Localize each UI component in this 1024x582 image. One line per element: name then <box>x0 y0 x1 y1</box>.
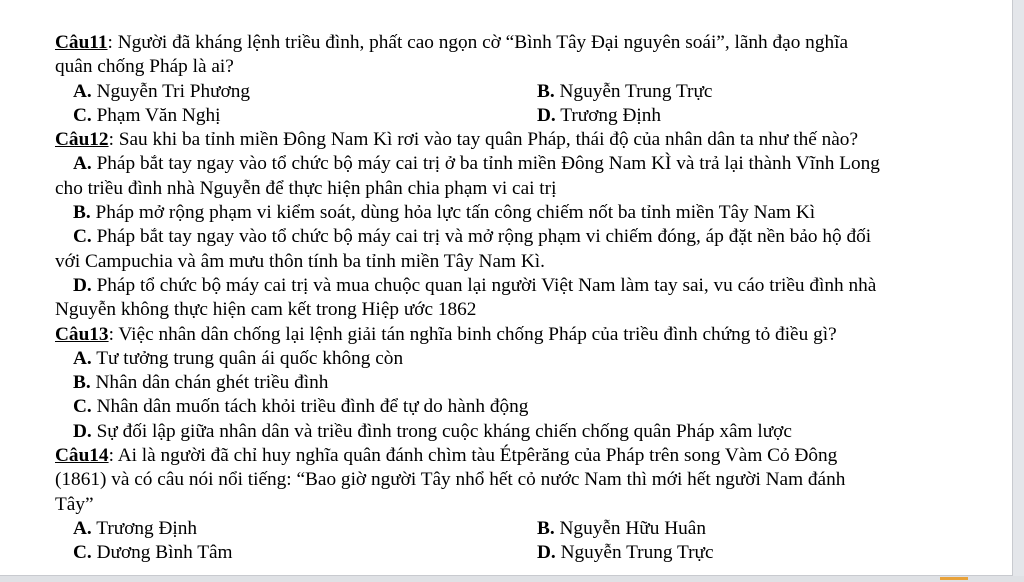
q14-option-a: A. Trương Định <box>73 517 198 539</box>
q12-option-d-line2: Nguyễn không thực hiện cam kết trong Hiệp ước 1862 <box>55 299 477 321</box>
q11-options-row1 <box>55 80 975 104</box>
q11-option-a: A. Nguyễn Tri Phương <box>73 80 251 102</box>
q14-stem-line2: (1861) và có câu nói nổi tiếng: “Bao giờ người Tây nhổ hết cỏ nước Nam thì mới hết người Nam đánh <box>55 469 846 491</box>
q14-label: Câu14 <box>55 445 109 467</box>
q14-stem-line3: Tây” <box>55 493 94 515</box>
q14-stem-line1 <box>55 444 975 468</box>
q12-stem-line1 <box>55 128 975 152</box>
q14-options-row2 <box>55 541 975 565</box>
q13-option-d: D. Sự đối lập giữa nhân dân và triều đình trong cuộc kháng chiến chống quân Pháp xâm lược <box>73 420 792 442</box>
q12-option-a-line1: A. Pháp bắt tay ngay vào tổ chức bộ máy cai trị ở ba tỉnh miền Đông Nam KÌ và trả lại thành Vĩnh Long <box>73 153 880 175</box>
q11-stem-line2: quân chống Pháp là ai? <box>55 56 234 78</box>
q11-option-b: B. Nguyễn Trung Trực <box>537 80 713 102</box>
q11-option-c: C. Phạm Văn Nghị <box>73 104 221 126</box>
q13-stem-line1 <box>55 323 975 347</box>
q14-stem-text1: : Ai là người đã chỉ huy nghĩa quân đánh chìm tàu Étpêrăng của Pháp trên song Vàm Cỏ Đông <box>108 445 838 467</box>
window-bottom-strip <box>0 576 1024 582</box>
q13-option-b: B. Nhân dân chán ghét triều đình <box>73 372 329 394</box>
q11-options-row2 <box>55 104 975 128</box>
q14-option-c: C. Dương Bình Tâm <box>73 542 233 564</box>
status-mark <box>940 577 968 580</box>
q12-label: Câu12 <box>55 129 109 151</box>
q14-options-row1 <box>55 517 975 541</box>
q13-stem-text1: : Việc nhân dân chống lại lệnh giải tán nghĩa binh chống Pháp của triều đình chứng tỏ điều gì? <box>108 323 837 345</box>
q13-option-c: C. Nhân dân muốn tách khỏi triều đình để tự do hành động <box>73 396 529 418</box>
q12-option-b: B. Pháp mở rộng phạm vi kiểm soát, dùng hỏa lực tấn công chiếm nốt ba tỉnh miền Tây Nam Kì <box>73 202 816 224</box>
q11-stem-text1: : Người đã kháng lệnh triều đình, phất cao ngọn cờ “Bình Tây Đại nguyên soái”, lãnh đạo nghĩa <box>107 32 849 53</box>
q13-label: Câu13 <box>55 323 109 345</box>
q12-stem-text1: : Sau khi ba tỉnh miền Đông Nam Kì rơi vào tay quân Pháp, thái độ của nhân dân ta như thế nào? <box>108 129 858 151</box>
q12-option-c-line2: với Campuchia và âm mưu thôn tính ba tỉnh miền Tây Nam Kì. <box>55 250 545 272</box>
q14-option-d: D. Nguyễn Trung Trực <box>537 542 714 564</box>
q12-option-a-line2: cho triều đình nhà Nguyễn để thực hiện phân chia phạm vi cai trị <box>55 177 557 199</box>
q14-option-b: B. Nguyễn Hữu Huân <box>537 517 706 539</box>
q13-option-a: A. Tư tưởng trung quân ái quốc không còn <box>73 347 404 369</box>
q12-option-d-line1: D. Pháp tổ chức bộ máy cai trị và mua chuộc quan lại người Việt Nam làm tay sai, vu cáo triều đình nhà <box>73 274 877 296</box>
document-content <box>55 31 975 566</box>
q11-option-d: D. Trương Định <box>537 104 662 126</box>
q12-option-c-line1: C. Pháp bắt tay ngay vào tổ chức bộ máy cai trị và mở rộng phạm vi chiếm đóng, áp đặt nền bảo hộ đối <box>73 226 872 248</box>
q11-stem-line1 <box>55 31 975 55</box>
q11-label: Câu11 <box>55 32 108 53</box>
